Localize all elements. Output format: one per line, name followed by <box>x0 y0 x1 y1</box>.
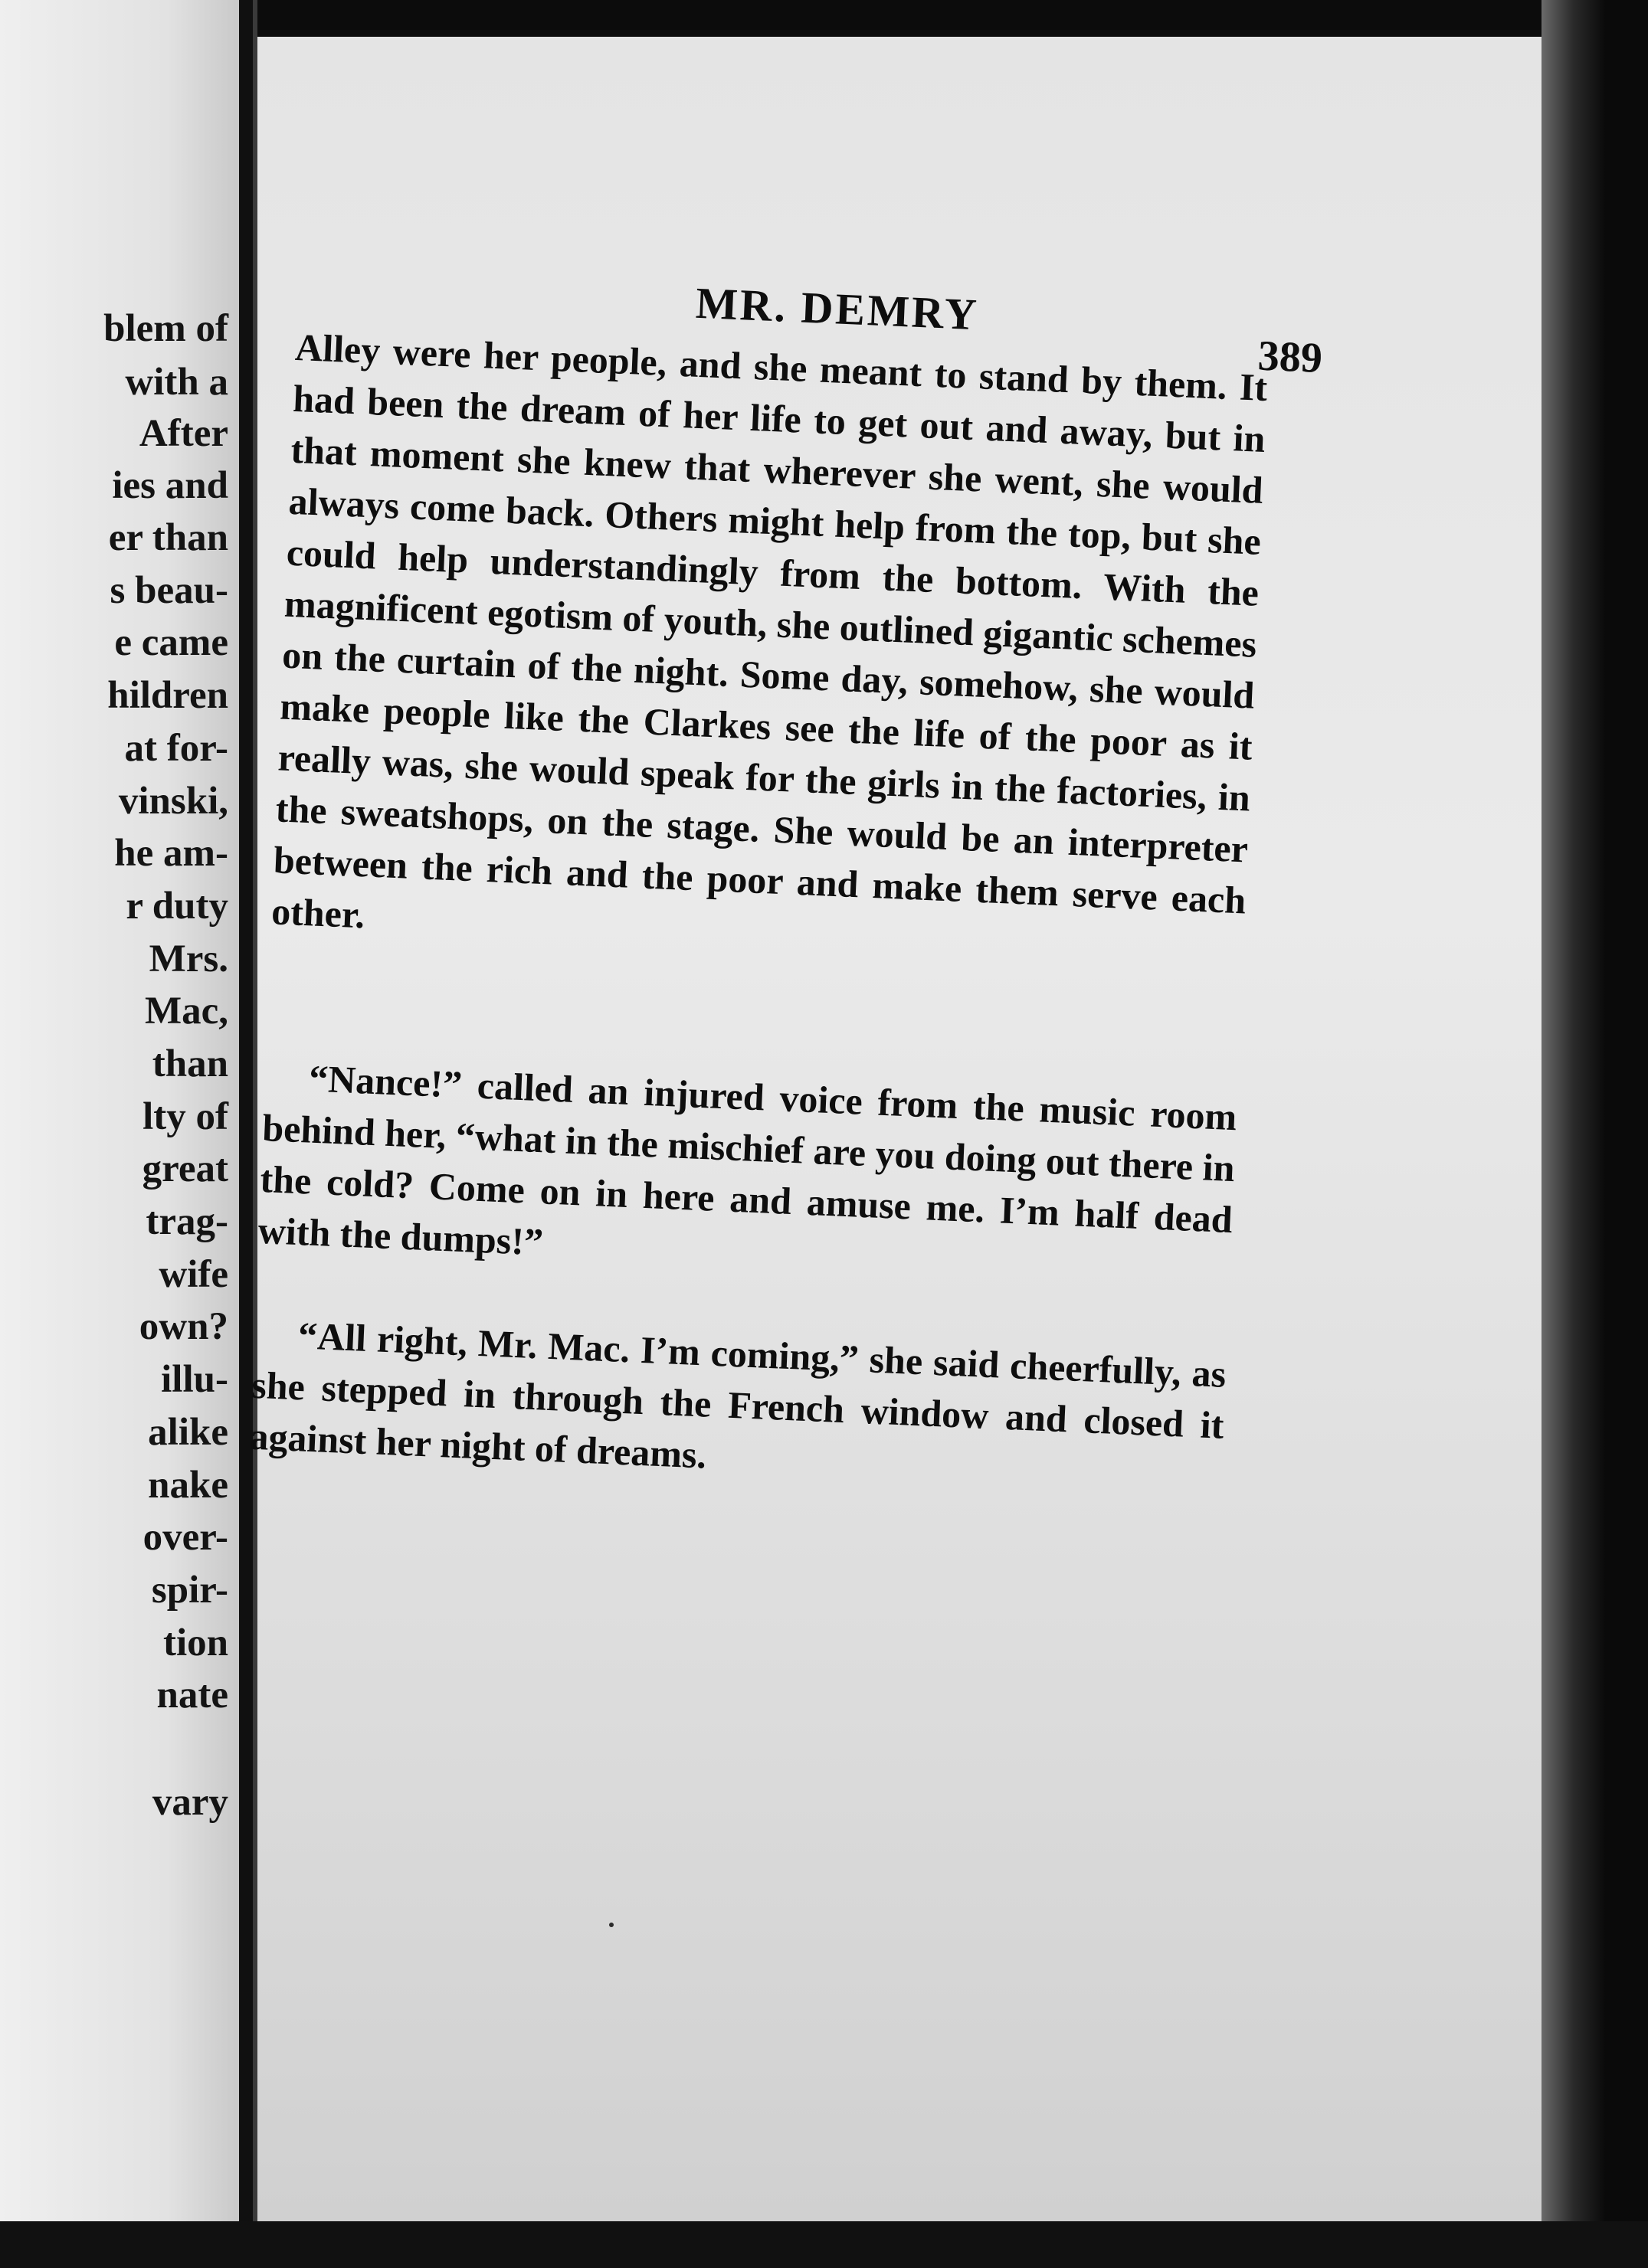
left-line: lty of <box>143 1095 228 1138</box>
left-line: vinski, <box>118 780 228 823</box>
left-line: s beau- <box>110 569 228 612</box>
left-line: hildren <box>107 674 228 717</box>
left-line: at for- <box>124 727 228 770</box>
left-line: illu- <box>161 1358 228 1401</box>
left-line: tion <box>162 1622 228 1664</box>
left-line: e came <box>114 621 228 664</box>
left-line: alike <box>148 1411 228 1454</box>
left-line: Mrs. <box>149 938 228 980</box>
scan-border-bottom <box>0 2221 1648 2268</box>
left-page-fragment <box>0 0 239 2268</box>
left-line: After <box>139 412 228 455</box>
page-number: 389 <box>1256 332 1324 383</box>
left-line: trag- <box>146 1200 228 1243</box>
left-line: vary <box>152 1781 228 1824</box>
print-speck <box>609 1923 614 1927</box>
paragraph: Alley were her people, and she meant to stand by them. It had been the dream of her life to get out and away, but in that moment she knew that wherever she went, she would always come back. Others might help from the top, but she could help understandingly from the bottom. With the magnificent egotism of youth, she outlined gigantic schemes on the curtain of the night. Some day, somehow, she would make people like the Clarkes see the life of the poor as it really was, she would speak for the girls in the factories, in the sweatshops, on the stage. She would be an interpreter between the rich and the poor and make them serve each other. <box>270 325 1269 937</box>
book-gutter <box>239 0 253 2268</box>
left-line: over- <box>143 1516 228 1559</box>
left-line: er than <box>108 516 228 559</box>
left-line: Mac, <box>144 990 228 1033</box>
left-line: he am- <box>114 832 228 875</box>
left-line: with a <box>125 361 228 404</box>
left-line: spir- <box>151 1569 228 1612</box>
left-line: r duty <box>126 885 228 928</box>
left-line: blem of <box>103 307 228 350</box>
paragraph: “Nance!” called an injured voice from the music room behind her, “what in the mischief are you doing out there in the cold? Come on in here and amuse me. I’m half dead with the dumps!” <box>257 1056 1238 1264</box>
left-line: than <box>152 1042 228 1085</box>
left-line: wife <box>159 1253 228 1296</box>
left-line: great <box>142 1147 228 1190</box>
left-line: own? <box>139 1305 228 1348</box>
running-head-title: MR. DEMRY <box>694 277 980 340</box>
left-line: nake <box>148 1464 228 1507</box>
scan-border-top <box>257 0 1648 37</box>
paragraph: “All right, Mr. Mac. I’m coming,” she said cheerfully, as she stepped in through the French window and closed it against her night of dreams. <box>248 1314 1227 1477</box>
left-line: ies and <box>112 464 228 507</box>
page-edge-shadow <box>1542 0 1648 2268</box>
left-line: nate <box>156 1674 228 1717</box>
